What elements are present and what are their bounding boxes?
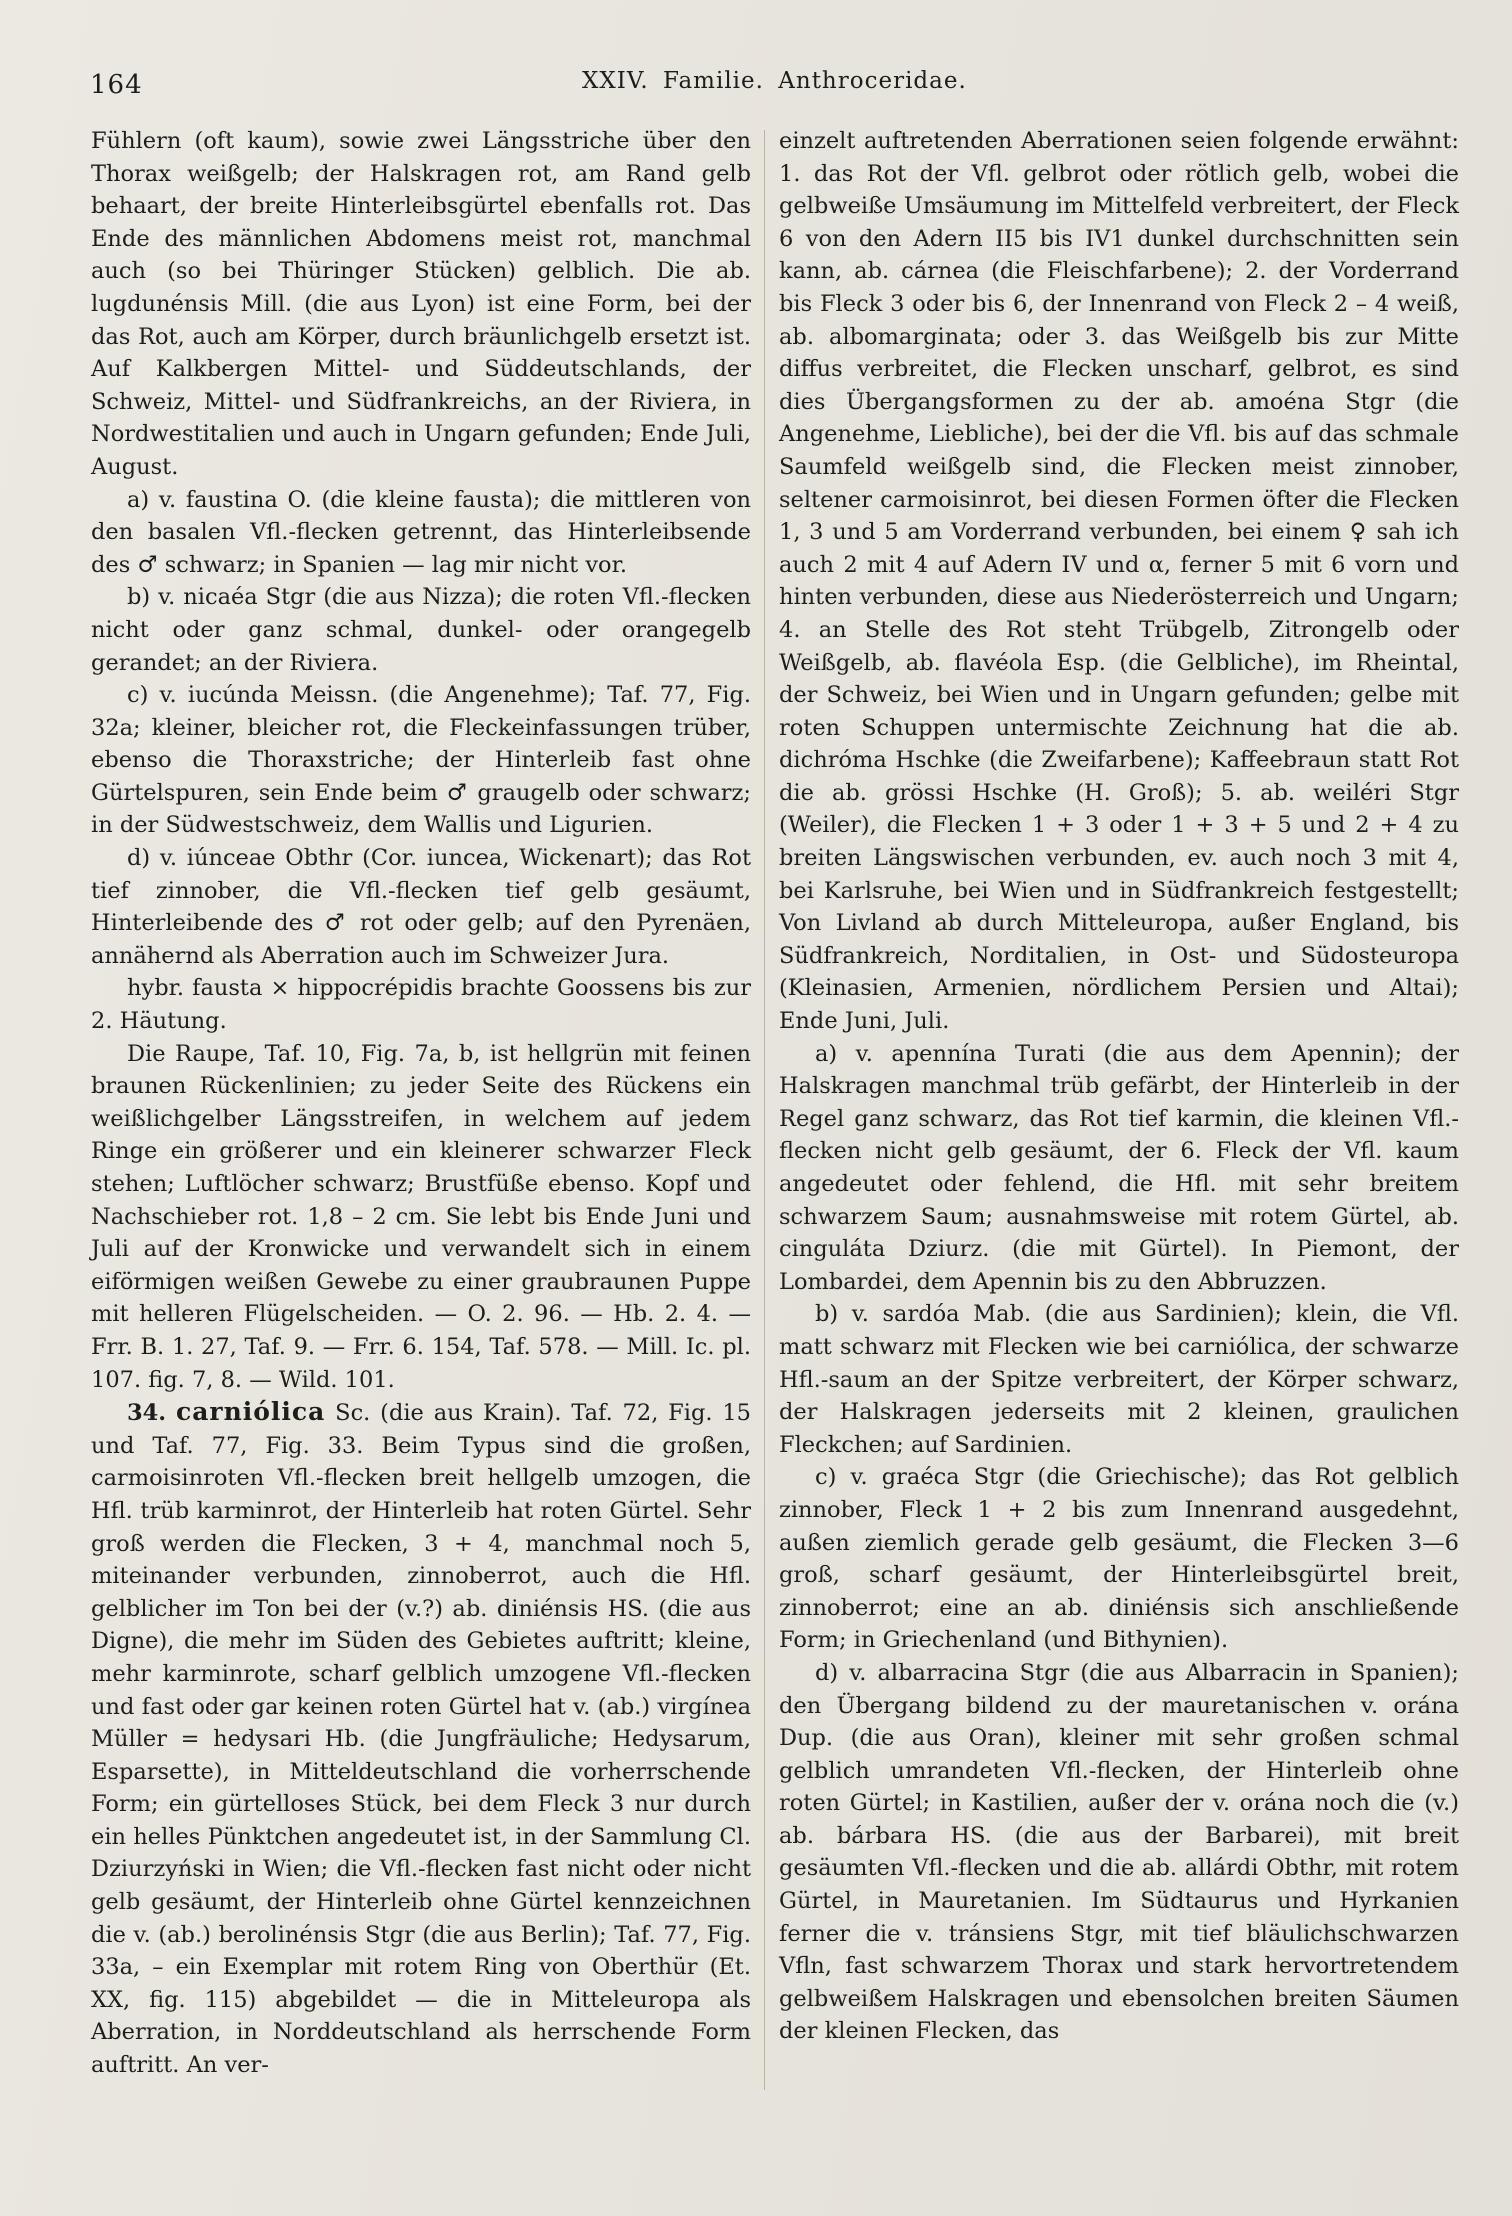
entry-number: 34. [127, 1400, 167, 1427]
paragraph: d) v. iúnceae Obthr (Cor. iuncea, Wickenart); das Rot tief zinnober, die Vfl.-flecken tief gelb gesäumt, Hinterleibende des ♂ rot oder gelb; auf den Pyrenäen, annähernd als Aberration auch im Schweizer Jura. [91, 845, 751, 969]
column-divider [764, 130, 765, 2090]
paragraph: Fühlern (oft kaum), sowie zwei Längsstriche über den Thorax weißgelb; der Halskragen rot, am Rand gelb behaart, der breite Hinterleibsgürtel ebenfalls rot. Das Ende des männlichen Abdomens meist rot, manchmal auch (so bei Thüringer Stücken) gelblich. Die ab. lugdunénsis Mill. (die aus Lyon) ist eine Form, bei der das Rot, auch am Körper, durch bräunlichgelb ersetzt ist. Auf Kalkbergen Mittel- und Süddeutschlands, der Schweiz, Mittel- und Südfrankreichs, an der Riviera, in Nordwestitalien und auch in Ungarn gefunden; Ende Juli, August. [91, 128, 751, 480]
species-author: Sc. [335, 1400, 371, 1427]
running-head: XXIV. Familie. Anthroceridae. [582, 68, 967, 94]
paragraph: c) v. iucúnda Meissn. (die Angenehme); Taf. 77, Fig. 32a; kleiner, bleicher rot, die Fleckeinfassungen trüber, ebenso die Thoraxstriche; der Hinterleib fast ohne Gürtelspuren, sein Ende beim ♂ graugelb oder schwarz; in der Südwestschweiz, dem Wallis und Ligurien. [91, 682, 751, 839]
right-column [779, 125, 1459, 2048]
paragraph: c) v. graéca Stgr (die Griechische); das Rot gelblich zinnober, Fleck 1 + 2 bis zum Innenrand ausgedehnt, außen ziemlich gerade gelb gesäumt, die Flecken 3—6 groß, scharf gesäumt, der Hinterleibsgürtel breit, zinnoberrot; eine an ab. diniénsis sich anschließende Form; in Griechenland (und Bithynien). [779, 1464, 1459, 1654]
species-entry [91, 1396, 751, 2081]
page-header [90, 62, 1470, 102]
paragraph: Die Raupe, Taf. 10, Fig. 7a, b, ist hellgrün mit feinen braunen Rückenlinien; zu jeder Seite des Rückens ein weißlichgelber Längsstreifen, in welchem auf jedem Ringe ein größerer und ein kleinerer schwarzer Fleck stehen; Luftlöcher schwarz; Brustfüße ebenso. Kopf und Nachschieber rot. 1,8 – 2 cm. Sie lebt bis Ende Juni und Juli auf der Kronwicke und verwandelt sich in einem eiförmigen weißen Gewebe zu einer graubraunen Puppe mit helleren Flügelscheiden. — O. 2. 96. — Hb. 2. 4. — Frr. B. 1. 27, Taf. 9. — Frr. 6. 154, Taf. 578. — Mill. Ic. pl. 107. fig. 7, 8. — Wild. 101. [91, 1040, 751, 1393]
paragraph: b) v. sardóa Mab. (die aus Sardinien); klein, die Vfl. matt schwarz mit Flecken wie bei carniólica, der schwarze Hfl.-saum an der Spitze verbreitert, der Körper schwarz, der Halskragen jederseits mit 2 kleinen, graulichen Fleckchen; auf Sardinien. [779, 1301, 1459, 1458]
paragraph: hybr. fausta × hippocrépidis brachte Goossens bis zur 2. Häutung. [91, 975, 751, 1035]
page-number: 164 [90, 70, 143, 100]
paragraph: b) v. nicaéa Stgr (die aus Nizza); die roten Vfl.-flecken nicht oder ganz schmal, dunkel- oder orangegelb gerandet; an der Riviera. [91, 584, 751, 676]
left-column [91, 125, 751, 2082]
species-name: carniólica [175, 1397, 326, 1427]
paragraph: a) v. faustina O. (die kleine fausta); die mittleren von den basalen Vfl.-flecken getrennt, das Hinterleibsende des ♂ schwarz; in Spanien — lag mir nicht vor. [91, 486, 751, 578]
paragraph: einzelt auftretenden Aberrationen seien folgende erwähnt: 1. das Rot der Vfl. gelbrot oder rötlich gelb, wobei die gelbweiße Umsäumung im Mittelfeld verbreitert, der Fleck 6 von den Adern II5 bis IV1 dunkel durchschnitten sein kann, ab. cárnea (die Fleischfarbene); 2. der Vorderrand bis Fleck 3 oder bis 6, der Innenrand von Fleck 2 – 4 weiß, ab. albomarginata; oder 3. das Weißgelb bis zur Mitte diffus verbreitet, die Flecken unscharf, gelbrot, es sind dies Übergangsformen zu der ab. amoéna Stgr (die Angenehme, Liebliche), bei der die Vfl. bis auf das schmale Saumfeld weißgelb sind, die Flecken meist zinnober, seltener carmoisinrot, bei diesen Formen öfter die Flecken 1, 3 und 5 am Vorderrand verbunden, bei einem ♀ sah ich auch 2 mit 4 auf Adern IV und α, ferner 5 mit 6 vorn und hinten verbunden, diese aus Niederösterreich und Ungarn; 4. an Stelle des Rot steht Trübgelb, Zitrongelb oder Weißgelb, ab. flavéola Esp. (die Gelbliche), im Rheintal, der Schweiz, bei Wien und in Ungarn gefunden; gelbe mit roten Schuppen untermischte Zeichnung hat die ab. dichróma Hschke (die Zweifarbene); Kaffeebraun statt Rot die ab. grössi Hschke (H. Groß); 5. ab. weiléri Stgr (Weiler), die Flecken 1 + 3 oder 1 + 3 + 5 und 2 + 4 zu breiten Längswischen verbunden, ev. auch noch 3 mit 4, bei Karlsruhe, bei Wien und in Südfrankreich festgestellt; Von Livland ab durch Mitteleuropa, außer England, bis Südfrankreich, Norditalien, in Ost- und Südosteuropa (Kleinasien, Armenien, nördlichem Persien und Altai); Ende Juni, Juli. [779, 128, 1459, 1035]
paragraph: d) v. albarracina Stgr (die aus Albarracin in Spanien); den Übergang bildend zu der mauretanischen v. orána Dup. (die aus Oran), kleiner mit sehr großen schmal gelblich umrandeten Vfl.-flecken, der Hinterleib ohne roten Gürtel; in Kastilien, außer der v. orána noch die (v.) ab. bárbara HS. (die aus der Barbarei), mit breit gesäumten Vfl.-flecken und die ab. allárdi Obthr, mit rotem Gürtel, in Mauretanien. Im Südtaurus und Hyrkanien ferner die v. tránsiens Stgr, mit tief bläulichschwarzen Vfln, fast schwarzem Thorax und stark hervortretendem gelbweißem Halskragen und ebensolchen breiten Säumen der kleinen Flecken, das [779, 1659, 1459, 2045]
paragraph: a) v. apennína Turati (die aus dem Apennin); der Halskragen manchmal trüb gefärbt, der Hinterleib in der Regel ganz schwarz, das Rot tief karmin, die kleinen Vfl.-flecken nicht gelb gesäumt, der 6. Fleck der Vfl. kaum angedeutet oder fehlend, die Hfl. mit sehr breitem schwarzem Saum; ausnahmsweise mit rotem Gürtel, ab. cinguláta Dziurz. (die mit Gürtel). In Piemont, der Lombardei, dem Apennin bis zu den Abbruzzen. [779, 1040, 1459, 1295]
paragraph: (die aus Krain). Taf. 72, Fig. 15 und Taf. 77, Fig. 33. Beim Typus sind die großen, carmoisinroten Vfl.-flecken breit hellgelb umzogen, die Hfl. trüb karminrot, der Hinterleib hat roten Gürtel. Sehr groß werden die Flecken, 3 + 4, manchmal noch 5, miteinander verbunden, zinnoberrot, auch die Hfl. gelblicher im Ton bei der (v.?) ab. diniénsis HS. (die aus Digne), die mehr im Süden des Gebietes auftritt; kleine, mehr karminrote, scharf gelblich umzogene Vfl.-flecken und fast oder gar keinen roten Gürtel hat v. (ab.) virgínea Müller = hedysari Hb. (die Jungfräuliche; Hedysarum, Esparsette), in Mitteldeutschland die vorherrschende Form; ein gürtelloses Stück, bei dem Fleck 3 nur durch ein helles Pünktchen angedeutet ist, in der Sammlung Cl. Dziurzyński in Wien; die Vfl.-flecken fast nicht oder nicht gelb gesäumt, der Hinterleib ohne Gürtel kennzeichnen die v. (ab.) berolinénsis Stgr (die aus Berlin); Taf. 77, Fig. 33a, – ein Exemplar mit rotem Ring von Oberthür (Et. XX, fig. 115) abgebildet — die in Mitteleuropa als Aberration, in Norddeutschland als herrschende Form auftritt. An ver- [91, 1400, 751, 2079]
